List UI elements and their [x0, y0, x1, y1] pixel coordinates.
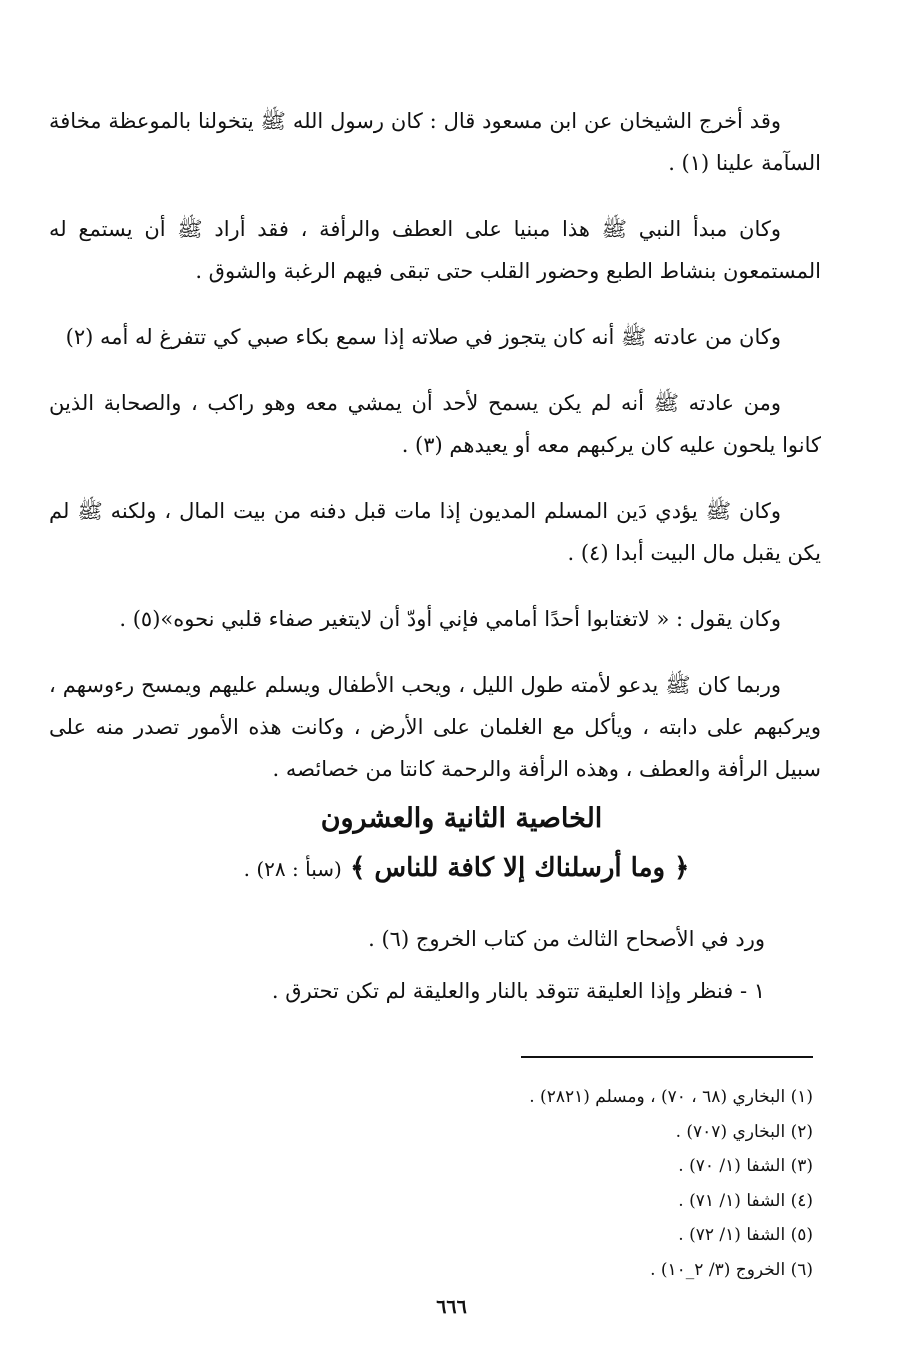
- quran-verse: ﴿ وما أرسلناك إلا كافة للناس ﴾: [350, 853, 690, 883]
- section-heading: [0, 795, 903, 894]
- intro-line-2: ١ - فنظر وإذا العليقة تتوقد بالنار والعليقة لم تكن تحترق .: [271, 979, 765, 1003]
- footnote-divider: [521, 1056, 813, 1058]
- page-number: ٦٦٦: [436, 1296, 467, 1318]
- footnote-1: (١) البخاري (٦٨ ، ٧٠) ، ومسلم (٢٨٢١) .: [529, 1087, 813, 1107]
- footnotes: [413, 1080, 813, 1287]
- verse-line: [0, 843, 903, 894]
- paragraph-2: وكان مبدأ النبي ﷺ هذا مبنيا على العطف والرأفة ، فقد أراد ﷺ أن يستمع له المستمعون بنشاط الطبع وحضور القلب حتى تبقى فيهم الرغبة والشوق .: [49, 217, 821, 283]
- paragraph-6: وكان يقول : « لاتغتابوا أحدًا أمامي فإني أودّ أن لايتغير صفاء قلبي نحوه»(٥) .: [119, 607, 781, 631]
- footnote-4: (٤) الشفا (١/ ٧١) .: [678, 1190, 813, 1211]
- verse-reference: (سبأ : ٢٨) .: [243, 857, 342, 881]
- paragraph-5: وكان ﷺ يؤدي دَين المسلم المديون إذا مات قبل دفنه من بيت المال ، ولكنه ﷺ لم يكن يقبل مال البيت أبدا (٤) .: [49, 499, 821, 565]
- footnote-5: (٥) الشفا (١/ ٧٢) .: [678, 1225, 813, 1245]
- paragraph-4: ومن عادته ﷺ أنه لم يكن يسمح لأحد أن يمشي معه وهو راكب ، والصحابة الذين كانوا يلحون عليه كان يركبهم معه أو يعيدهم (٣) .: [49, 391, 821, 457]
- intro-lines: [125, 913, 765, 1017]
- footnote-3: (٣) الشفا (١/ ٧٠) .: [678, 1156, 813, 1176]
- footnote-6: (٦) الخروج (٣/ ٢_١٠) .: [650, 1259, 813, 1280]
- main-text: [49, 100, 821, 814]
- paragraph-3: وكان من عادته ﷺ أنه كان يتجوز في صلاته إذا سمع بكاء صبي كي تتفرغ له أمه (٢): [65, 325, 781, 349]
- intro-line-1: ورد في الأصحاح الثالث من كتاب الخروج (٦) .: [368, 927, 765, 951]
- section-title: الخاصية الثانية والعشرون: [320, 803, 603, 834]
- paragraph-7: وربما كان ﷺ يدعو لأمته طول الليل ، ويحب الأطفال ويسلم عليهم ويمسح رءوسهم ، ويركبهم على دابته ، ويأكل مع الغلمان على الأرض ، وكانت هذه الأمور تصدر منه على سبيل الرأفة والعطف ، وهذه الرأفة والرحمة كانتا من خصائصه .: [49, 673, 821, 781]
- paragraph-1: وقد أخرج الشيخان عن ابن مسعود قال : كان رسول الله ﷺ يتخولنا بالموعظة مخافة السآمة علينا (١) .: [49, 109, 821, 175]
- footnote-2: (٢) البخاري (٧٠٧) .: [675, 1121, 813, 1142]
